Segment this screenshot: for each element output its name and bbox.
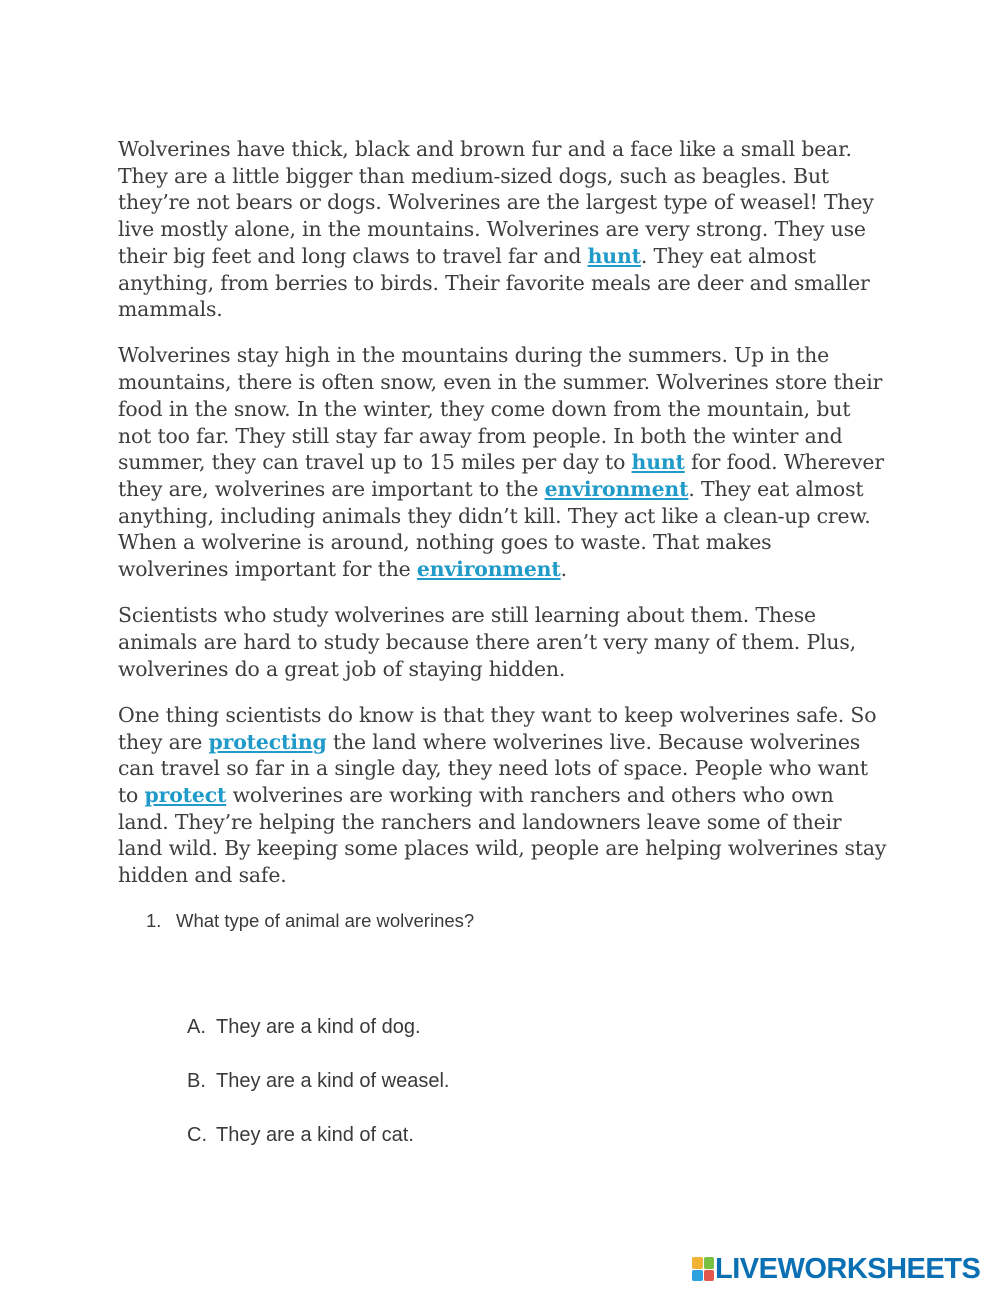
paragraph-4: One thing scientists do know is that they want to keep wolverines safe. So they are protecting the land where wolverines live. Because wolverines can travel so far in a single day, they need lots of space. People who want to protect wolverines are working with ranchers and others who own land. They’re helping the ranchers and landowners leave some of their land wild. By keeping some places wild, people are helping wolverines stay hidden and safe. [118, 702, 887, 888]
reading-passage [118, 136, 888, 908]
liveworksheets-logo-icon [692, 1257, 714, 1281]
choice-text: They are a kind of cat. [216, 1124, 414, 1146]
vocab-link-hunt[interactable]: hunt [631, 450, 685, 475]
choice-letter: A. [187, 1016, 206, 1038]
vocab-link-environment[interactable]: environment [416, 557, 561, 582]
paragraph-3: Scientists who study wolverines are still learning about them. These animals are hard to study because there aren’t very many of them. Plus, wolverines do a great job of staying hidden. [118, 603, 857, 681]
answer-choice-a[interactable] [187, 1014, 449, 1068]
vocab-link-hunt[interactable]: hunt [587, 243, 641, 268]
question-1 [146, 910, 474, 932]
answer-choice-c[interactable] [187, 1122, 449, 1176]
question-number: 1. [146, 910, 162, 931]
answer-choice-b[interactable] [187, 1068, 449, 1122]
vocab-link-protecting[interactable]: protecting [208, 729, 327, 754]
liveworksheets-logo [692, 1254, 980, 1284]
question-text: What type of animal are wolverines? [176, 910, 475, 931]
paragraph-2: Wolverines stay high in the mountains during the summers. Up in the mountains, there is often snow, even in the summer. Wolverines store their food in the snow. In the winter, they come down from the mountain, but not too far. They still stay far away from people. In both the winter and summer, they can travel up to 15 miles per day to hunt for food. Wherever they are, wolverines are important to the environment. They eat almost anything, including animals they didn’t kill. They act like a clean-up crew. When a wolverine is around, nothing goes to waste. That makes wolverines important for the environment. [118, 343, 884, 582]
choice-letter: C. [187, 1124, 207, 1146]
logo-text: LIVEWORKSHEETS [715, 1252, 981, 1285]
paragraph-1: Wolverines have thick, black and brown fur and a face like a small bear. They are a little bigger than medium-sized dogs, such as beagles. But they’re not bears or dogs. Wolverines are the largest type of weasel! They live mostly alone, in the mountains. Wolverines are very strong. They use their big feet and long claws to travel far and hunt. They eat almost anything, from berries to birds. Their favorite meals are deer and smaller mammals. [118, 137, 874, 322]
answer-choices [187, 1014, 449, 1176]
vocab-link-environment[interactable]: environment [544, 476, 689, 501]
choice-text: They are a kind of weasel. [216, 1070, 450, 1092]
vocab-link-protect[interactable]: protect [144, 782, 227, 807]
choice-letter: B. [187, 1070, 206, 1092]
choice-text: They are a kind of dog. [216, 1016, 421, 1038]
